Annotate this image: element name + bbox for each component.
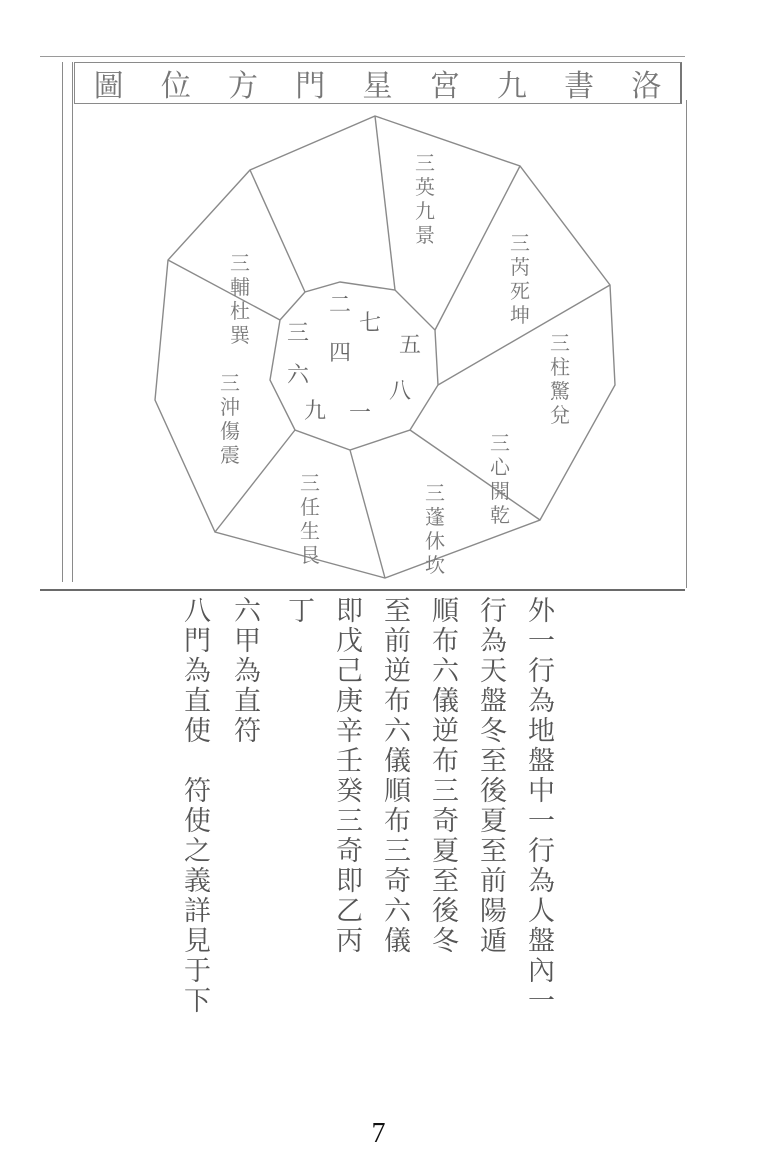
palace-character: 開 xyxy=(490,479,510,503)
palace-character: 芮 xyxy=(510,255,530,279)
text-column: 八門為直使 符使之義詳見于下 xyxy=(179,596,210,1016)
title-character: 位 xyxy=(160,69,191,104)
palace-character: 三 xyxy=(490,431,510,455)
center-numeral: 一 xyxy=(348,401,372,426)
palace-character: 三 xyxy=(300,471,320,495)
title-character: 星 xyxy=(362,69,393,104)
palace-character: 三 xyxy=(230,251,250,275)
figure-title xyxy=(75,63,680,103)
text-column: 六甲為直符 xyxy=(229,596,260,746)
palace-character: 震 xyxy=(220,443,240,467)
text-column: 即戊己庚辛壬癸三奇即乙丙 xyxy=(331,596,362,956)
text-column: 至前逆布六儀順布三奇六儀 xyxy=(379,596,410,956)
center-numeral: 八 xyxy=(388,379,412,404)
title-character: 書 xyxy=(564,69,595,104)
title-character: 九 xyxy=(496,69,527,104)
palace-character: 坤 xyxy=(510,303,530,327)
palace-character: 杜 xyxy=(230,299,250,323)
text-column: 丁 xyxy=(283,596,314,626)
text-column: 順布六儀逆布三奇夏至後冬 xyxy=(427,596,458,956)
text-column: 行為天盤冬至後夏至前陽遁 xyxy=(475,596,506,956)
palace-character: 死 xyxy=(510,279,530,303)
palace-character: 九 xyxy=(415,199,435,223)
figure-title-box xyxy=(74,62,682,104)
center-numeral: 九 xyxy=(303,399,327,424)
palace-character: 生 xyxy=(300,519,320,543)
center-numeral: 六 xyxy=(286,363,310,388)
palace-character: 乾 xyxy=(490,503,510,527)
palace-character: 三 xyxy=(510,231,530,255)
center-numeral: 四 xyxy=(328,341,352,366)
palace-character: 景 xyxy=(415,223,435,247)
palace-character: 蓬 xyxy=(425,505,445,529)
palace-character: 艮 xyxy=(300,543,320,567)
title-character: 圖 xyxy=(93,69,124,104)
palace-character: 巽 xyxy=(230,323,250,347)
center-numeral: 五 xyxy=(398,333,422,358)
title-character: 門 xyxy=(295,69,326,104)
palace-character: 休 xyxy=(425,529,445,553)
palace-character: 柱 xyxy=(550,355,570,379)
palace-character: 三 xyxy=(415,151,435,175)
palace-character: 三 xyxy=(550,331,570,355)
nine-palace-diagram xyxy=(40,100,660,590)
frame-rule-right xyxy=(686,100,687,588)
palace-character: 英 xyxy=(415,175,435,199)
palace-character: 三 xyxy=(220,371,240,395)
palace-character: 兌 xyxy=(550,403,570,427)
title-character: 宮 xyxy=(429,69,460,104)
palace-character: 傷 xyxy=(220,419,240,443)
palace-character: 輔 xyxy=(230,275,250,299)
title-character: 方 xyxy=(228,69,259,104)
page-number: 7 xyxy=(371,1118,386,1149)
palace-character: 心 xyxy=(490,455,510,479)
text-column: 外一行為地盤中一行為人盤內一 xyxy=(523,596,554,1016)
palace-character: 坎 xyxy=(425,553,445,577)
palace-character: 驚 xyxy=(550,379,570,403)
palace-character: 三 xyxy=(425,481,445,505)
title-character: 洛 xyxy=(631,69,662,104)
palace-character: 任 xyxy=(300,495,320,519)
outer-octagon xyxy=(155,116,615,578)
center-numeral: 二 xyxy=(328,293,352,318)
center-numeral: 三 xyxy=(286,321,310,346)
palace-character: 沖 xyxy=(220,395,240,419)
center-numeral: 七 xyxy=(358,311,382,336)
